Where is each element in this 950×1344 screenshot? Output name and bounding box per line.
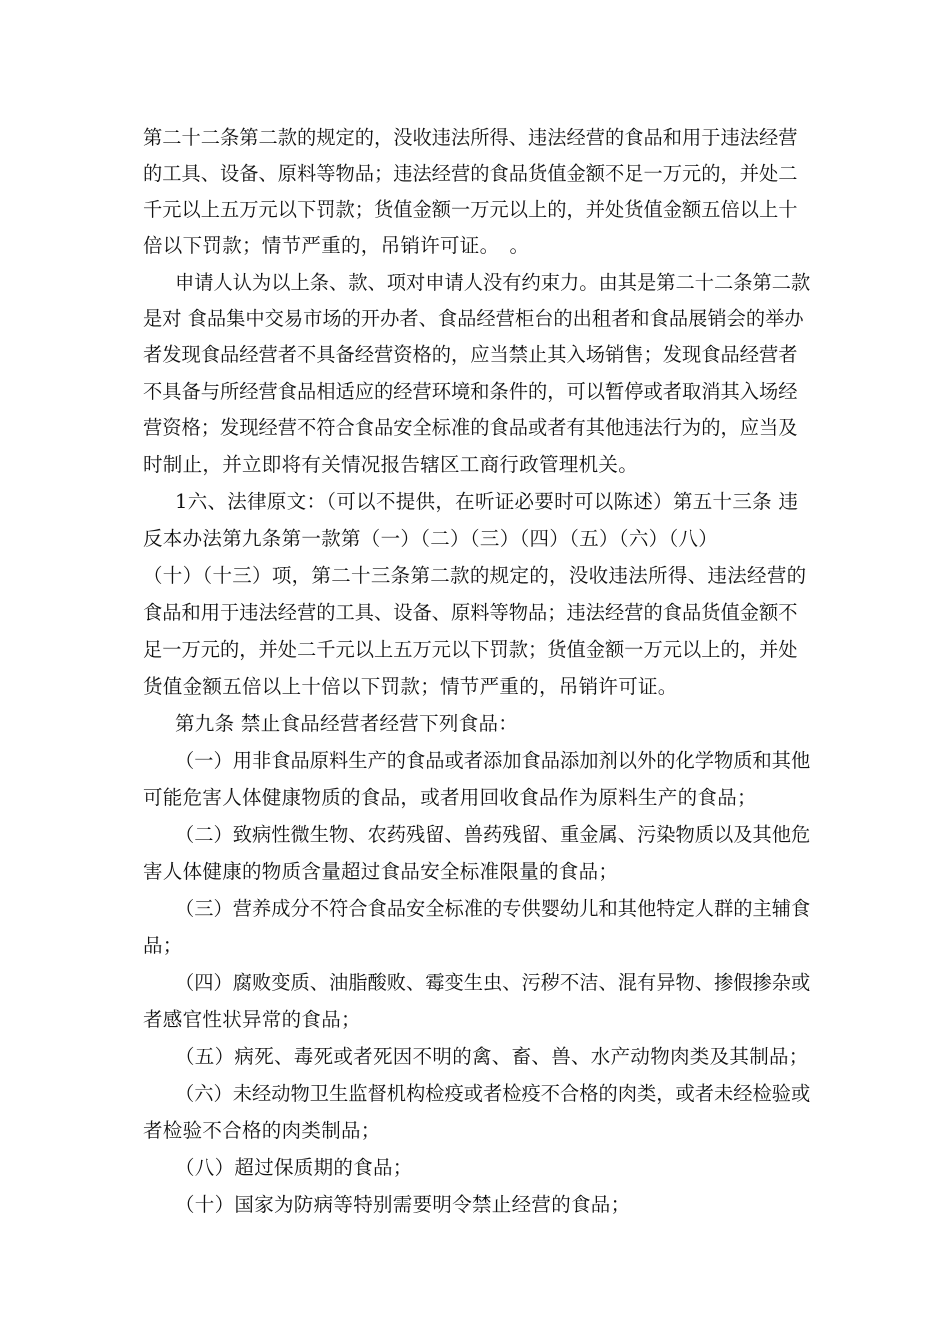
text-line: 可能危害人体健康物质的食品，或者用回收食品作为原料生产的食品； (143, 786, 757, 809)
list-item-first-line: （六）未经动物卫生监督机构检疫或者检疫不合格的肉类，或者未经检验或 (175, 1082, 811, 1105)
text-line: 营资格；发现经营不符合食品安全标准的食品或者有其他违法行为的，应当及 (143, 416, 798, 439)
text-line: 货值金额五倍以上十倍以下罚款；情节严重的，吊销许可证。 (143, 675, 678, 698)
paragraph-first-line: 申请人认为以上条、款、项对申请人没有约束力。由其是第二十二条第二款 (175, 271, 811, 294)
text-line: 足一万元的，并处二千元以上五万元以下罚款；货值金额一万元以上的，并处 (143, 638, 798, 661)
text-line: 害人体健康的物质含量超过食品安全标准限量的食品； (143, 860, 619, 883)
list-item-first-line: （一）用非食品原料生产的食品或者添加食品添加剂以外的化学物质和其他 (175, 749, 811, 772)
text-line: 倍以下罚款；情节严重的，吊销许可证。 。 (143, 234, 530, 257)
text-line: 时制止，并立即将有关情况报告辖区工商行政管理机关。 (143, 453, 639, 476)
list-item-first-line: （二）致病性微生物、农药残留、兽药残留、重金属、污染物质以及其他危 (175, 823, 811, 846)
list-item-first-line: （十）国家为防病等特别需要明令禁止经营的食品； (175, 1193, 631, 1216)
text-line: 者发现食品经营者不具备经营资格的，应当禁止其入场销售；发现食品经营者 (143, 343, 798, 366)
text-line: 是对 食品集中交易市场的开办者、食品经营柜台的出租者和食品展销会的举办 (143, 307, 804, 330)
text-line: 者感官性状异常的食品； (143, 1008, 361, 1031)
list-item-first-line: （五）病死、毒死或者死因不明的禽、畜、兽、水产动物肉类及其制品； (175, 1045, 809, 1068)
text-line: 不具备与所经营食品相适应的经营环境和条件的，可以暂停或者取消其入场经 (143, 380, 798, 403)
text-line: 品； (143, 934, 183, 957)
text-line: 第二十二条第二款的规定的，没收违法所得、违法经营的食品和用于违法经营 (143, 126, 798, 149)
list-item-first-line: （八）超过保质期的食品； (175, 1156, 413, 1179)
paragraph-first-line: 1六、法律原文：（可以不提供，在听证必要时可以陈述）第五十三条 违 (175, 490, 799, 513)
text-line: 的工具、设备、原料等物品；违法经营的食品货值金额不足一万元的，并处二 (143, 162, 798, 185)
text-line: 千元以上五万元以下罚款；货值金额一万元以上的，并处货值金额五倍以上十 (143, 198, 798, 221)
list-item-first-line: （四）腐败变质、油脂酸败、霉变生虫、污秽不洁、混有异物、掺假掺杂或 (175, 971, 811, 994)
text-line: （十）（十三）项，第二十三条第二款的规定的，没收违法所得、违法经营的 (143, 564, 807, 587)
article-heading: 第九条 禁止食品经营者经营下列食品： (175, 712, 519, 735)
text-line: 反本办法第九条第一款第（一）（二）（三）（四）（五）（六）（八） (143, 527, 719, 550)
list-item-first-line: （三）营养成分不符合食品安全标准的专供婴幼儿和其他特定人群的主辅食 (175, 897, 811, 920)
text-line: 者检验不合格的肉类制品； (143, 1119, 381, 1142)
text-line: 食品和用于违法经营的工具、设备、原料等物品；违法经营的食品货值金额不 (143, 601, 798, 624)
